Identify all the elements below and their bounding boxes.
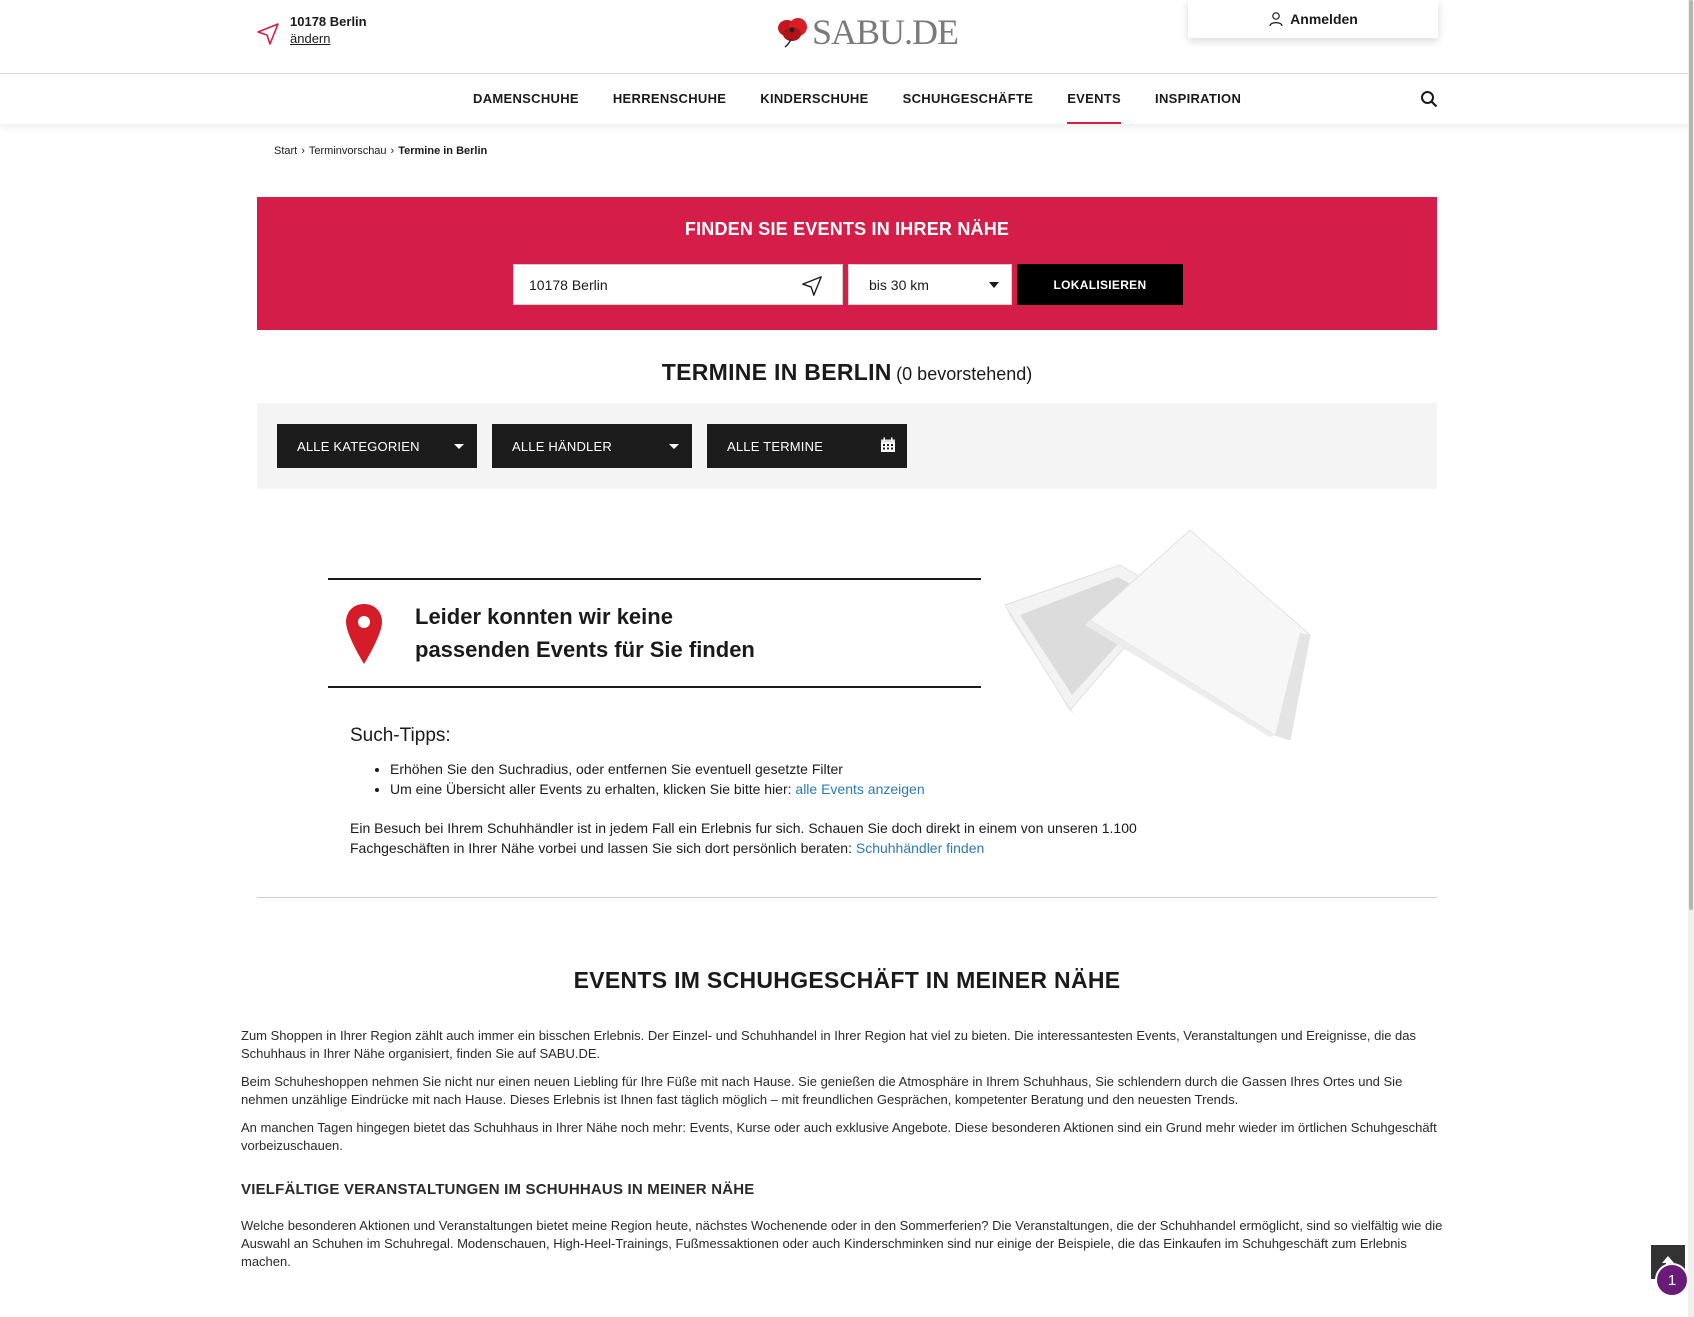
no-results-line1: Leider konnten wir keine <box>415 604 673 629</box>
login-button[interactable] <box>1188 0 1438 38</box>
breadcrumb-separator: › <box>390 145 395 157</box>
search-tips-list <box>390 759 1150 799</box>
seo-paragraph: Beim Schuheshoppen nehmen Sie nicht nur einen neuen Liebling für Ihre Füße mit nach Hause. Sie genießen die Atmosphäre in Ihrem Schuhhaus, Sie schlendern durch die Gassen Ihres Ortes und Sie nehmen unzählige Eindrücke mit nach Hause. Dieses Erlebnis ist Ihnen fast täglich möglich – mit freundlichen Gesprächen, kompetenter Beratung und den neuesten Trends. <box>241 1074 1403 1107</box>
dealer-filter-label: ALLE HÄNDLER <box>512 438 612 454</box>
scrollbar-thumb[interactable] <box>1689 0 1693 910</box>
nav-item-damenschuhe[interactable]: DAMENSCHUHE <box>473 91 579 106</box>
chat-badge[interactable]: 1 <box>1655 1263 1689 1297</box>
logo-text: SABU.DE <box>812 12 959 52</box>
visit-dealer-text <box>350 818 1150 858</box>
date-filter[interactable] <box>707 424 907 468</box>
results-count: (0 bevorstehend) <box>896 364 1033 384</box>
radius-selected-value: bis 30 km <box>869 276 929 293</box>
filter-bar <box>257 403 1437 489</box>
chevron-down-icon <box>454 444 464 449</box>
visit-text: Ein Besuch bei Ihrem Schuhhändler ist in jedem Fall ein Erlebnis fur sich. Schauen Sie doch direkt in einem von unseren 1.100 Fachgeschäften in Ihrer Nähe vorbei und lassen Sie sich dort persönlich beraten: <box>350 820 1137 856</box>
results-title: TERMINE IN BERLIN <box>661 359 892 385</box>
no-results-message <box>415 600 815 666</box>
locate-me-icon[interactable] <box>801 275 823 297</box>
breadcrumb-current: Termine in Berlin <box>398 145 488 157</box>
localize-button[interactable]: LOKALISIEREN <box>1017 264 1183 305</box>
results-heading <box>0 359 1694 386</box>
tip-text: Um eine Übersicht aller Events zu erhalten, klicken Sie bitte hier: <box>390 781 796 797</box>
breadcrumb-start[interactable]: Start <box>274 145 298 157</box>
nav-item-kinderschuhe[interactable]: KINDERSCHUHE <box>760 91 869 106</box>
all-events-link[interactable]: alle Events anzeigen <box>795 781 925 797</box>
find-dealer-link[interactable]: Schuhhändler finden <box>855 840 985 856</box>
date-filter-label: ALLE TERMINE <box>727 438 824 454</box>
location-input[interactable] <box>513 264 843 305</box>
login-label: Anmelden <box>1290 11 1358 27</box>
location-widget <box>256 14 367 48</box>
seo-paragraph: Zum Shoppen in Ihrer Region zählt auch immer ein bisschen Erlebnis. Der Einzel- und Schuhhandel in Ihrer Region hat viel zu bieten. Die interessantesten Events, Veranstaltungen und Ereignisse, die das Schuhhaus in Ihrer Nähe organisiert, finden Sie auf SABU.DE. <box>241 1028 1417 1061</box>
shoebox-image <box>1000 525 1330 740</box>
nav-item-schuhgeschaefte[interactable]: SCHUHGESCHÄFTE <box>902 91 1034 106</box>
nav-item-inspiration[interactable]: INSPIRATION <box>1155 91 1242 106</box>
location-city: 10178 Berlin <box>290 14 367 29</box>
poppy-flower-icon <box>776 15 810 49</box>
seo-content <box>241 1027 1446 1281</box>
calendar-icon <box>880 437 896 453</box>
no-results-line2: passenden Events für Sie finden <box>415 637 755 662</box>
logo[interactable] <box>776 14 958 50</box>
search-icon[interactable] <box>1420 90 1438 108</box>
breadcrumb-separator: › <box>301 145 305 157</box>
tip-text: Erhöhen Sie den Suchradius, oder entfernen Sie eventuell gesetzte Filter <box>390 761 843 777</box>
seo-paragraph: Welche besonderen Aktionen und Veranstaltungen bietet meine Region heute, nächstes Wochenende oder in den Sommerferien? Die Veranstaltungen, die der Schuhhandel ermöglicht, sind so vielfältig wie die Auswahl an Schuhen im Schuhregal. Modenschauen, High-Heel-Trainings, Fußmessaktionen oder auch Kinderschminken sind nur einige der Beispiele, die das Einkaufen im Schuhgeschäft zum Erlebnis machen. <box>241 1218 1443 1269</box>
radius-select[interactable] <box>848 264 1012 305</box>
search-tips-title: Such-Tipps: <box>350 725 451 746</box>
nav-item-herrenschuhe[interactable]: HERRENSCHUHE <box>612 91 727 106</box>
seo-title: EVENTS IM SCHUHGESCHÄFT IN MEINER NÄHE <box>573 967 1121 993</box>
main-nav <box>0 74 1694 124</box>
category-filter[interactable] <box>277 424 477 468</box>
breadcrumb-terminvorschau[interactable]: Terminvorschau <box>308 145 387 157</box>
event-search-panel <box>257 197 1437 330</box>
search-tips <box>350 725 1150 799</box>
no-results-box <box>328 578 981 688</box>
change-location-link[interactable]: ändern <box>290 31 331 46</box>
chevron-down-icon <box>669 444 679 449</box>
dealer-filter[interactable] <box>492 424 692 468</box>
user-icon <box>1268 11 1284 27</box>
section-divider <box>257 897 1437 898</box>
seo-subtitle: VIELFÄLTIGE VERANSTALTUNGEN IM SCHUHHAUS IN MEINER NÄHE <box>241 1181 755 1198</box>
breadcrumb <box>274 145 487 157</box>
map-pin-icon <box>346 604 382 664</box>
nav-item-events[interactable]: EVENTS <box>1067 74 1121 124</box>
seo-paragraph: An manchen Tagen hingegen bietet das Schuhhaus in Ihrer Nähe noch mehr: Events, Kurse oder auch exklusive Angebote. Diese besonderen Aktionen sind ein Grund mehr wieder im örtlichen Schuhgeschäft vorbeizuschauen. <box>241 1120 1437 1153</box>
category-filter-label: ALLE KATEGORIEN <box>297 438 420 454</box>
list-item <box>390 779 1150 799</box>
event-search-title: FINDEN SIE EVENTS IN IHRER NÄHE <box>684 219 1010 239</box>
top-header <box>0 0 1694 74</box>
chevron-down-icon <box>989 282 999 288</box>
list-item <box>390 759 1150 779</box>
location-arrow-icon <box>256 22 280 46</box>
